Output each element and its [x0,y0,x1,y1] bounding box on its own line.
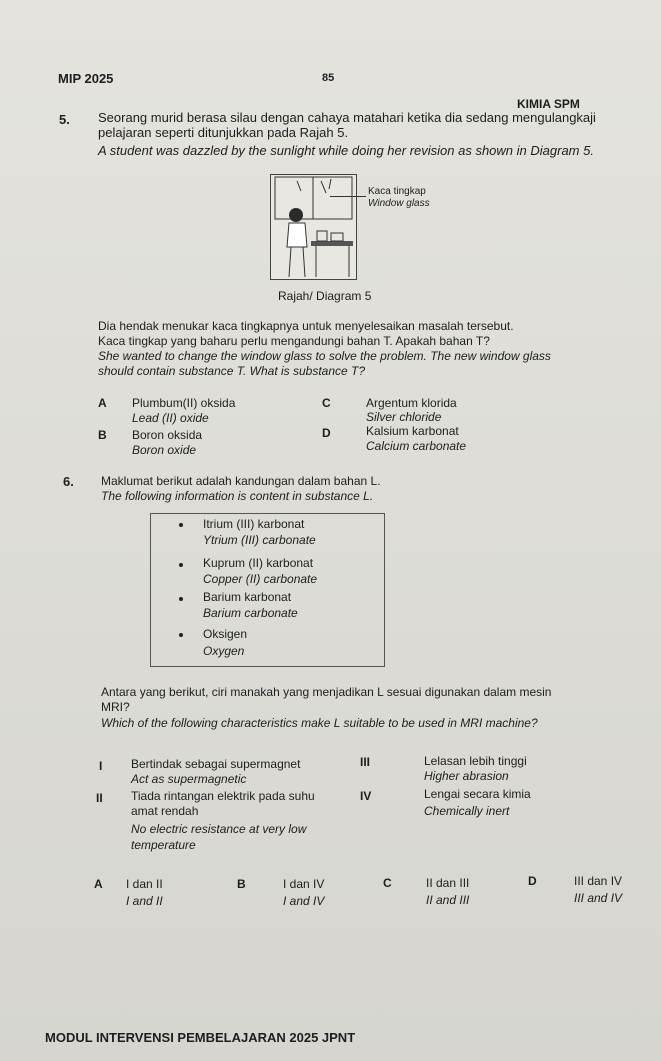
q6-answer-d-ms: III dan IV [574,874,623,888]
diagram-label-pointer [330,196,366,197]
q5-option-d-letter[interactable]: D [322,426,331,440]
q6-answer-b-ms: I dan IV [283,877,325,891]
box-item-3-ms: Barium karbonat [203,590,292,604]
header-right: KIMIA SPM [517,97,580,111]
q5-text-en: A student was dazzled by the sunlight while doing her revision as shown in Diagram 5. [98,143,594,158]
header-left: MIP 2025 [58,71,114,86]
statement-iii-ms: Lelasan lebih tinggi [424,754,527,768]
statement-iii-en: Higher abrasion [424,769,509,783]
statement-ii-ms-2: amat rendah [131,804,199,818]
q5-text-ms-2: pelajaran seperti ditunjukkan pada Rajah 5. [98,125,349,140]
q5-option-b-en: Boron oxide [132,443,197,457]
q6-answer-b-en: I and IV [283,894,325,908]
q6-answer-a-ms: I dan II [126,877,163,891]
q5-option-a-en: Lead (II) oxide [132,411,209,425]
q5-option-b-ms: Boron oksida [132,428,203,442]
statement-iii-label: III [360,755,371,769]
q5-option-d-ms: Kalsium karbonat [366,424,459,438]
bullet-3 [179,597,183,601]
bullet-1 [179,523,183,527]
statement-iv-ms: Lengai secara kimia [424,787,531,801]
q6-text-en: The following information is content in substance L. [101,489,374,503]
q5-option-d-en: Calcium carbonate [366,439,467,453]
box-item-2-ms: Kuprum (II) karbonat [203,556,314,570]
statement-i-ms: Bertindak sebagai supermagnet [131,757,301,771]
q6-answer-c-letter[interactable]: C [383,876,392,890]
page-number: 85 [322,72,335,84]
box-item-1-ms: Itrium (III) karbonat [203,517,305,531]
q5-number: 5. [59,112,70,127]
q5-text-ms-1: Seorang murid berasa silau dengan cahaya matahari ketika dia sedang mengulangkaji [98,110,596,125]
q5-option-c-en: Silver chloride [366,410,442,424]
q5-option-a-letter[interactable]: A [98,396,107,410]
diagram-label-ms: Kaca tingkap [368,186,426,197]
q6-answer-b-letter[interactable]: B [237,877,246,891]
q6-question-ms-2: MRI? [101,700,130,714]
statement-iv-label: IV [360,789,372,803]
footer-text: MODUL INTERVENSI PEMBELAJARAN 2025 JPNT [45,1030,356,1045]
bullet-4 [179,633,183,637]
q6-answer-a-letter[interactable]: A [94,877,103,891]
q6-text-ms: Maklumat berikut adalah kandungan dalam bahan L. [101,474,381,488]
q5-para-en-2: should contain substance T. What is substance T? [98,364,366,378]
statement-ii-label: II [96,791,103,805]
diagram-label-en: Window glass [368,198,430,209]
statement-iv-en: Chemically inert [424,804,510,818]
q6-question-en: Which of the following characteristics make L suitable to be used in MRI machine? [101,716,538,730]
box-item-1-en: Ytrium (III) carbonate [203,533,316,547]
statement-i-en: Act as supermagnetic [131,772,247,786]
q6-question-ms-1: Antara yang berikut, ciri manakah yang menjadikan L sesuai digunakan dalam mesin [101,685,552,699]
q5-option-c-letter[interactable]: C [322,396,331,410]
q5-para-en-1: She wanted to change the window glass to solve the problem. The new window glass [98,349,551,363]
q6-answer-d-letter[interactable]: D [528,874,537,888]
box-item-4-en: Oxygen [203,644,245,658]
statement-ii-en-1: No electric resistance at very low [131,822,307,836]
box-item-4-ms: Oksigen [203,627,248,641]
q5-para-ms-2: Kaca tingkap yang baharu perlu mengandungi bahan T. Apakah bahan T? [98,334,490,348]
q6-answer-c-en: II and III [426,893,470,907]
diagram-5-illustration [270,174,357,280]
q5-option-a-ms: Plumbum(II) oksida [132,396,236,410]
box-item-2-en: Copper (II) carbonate [203,572,318,586]
bullet-2 [179,563,183,567]
student-at-window-illustration [271,175,356,279]
statement-i-label: I [99,759,103,773]
statement-ii-ms-1: Tiada rintangan elektrik pada suhu [131,789,315,803]
q5-option-b-letter[interactable]: B [98,428,107,442]
q5-option-c-ms: Argentum klorida [366,396,457,410]
q6-answer-d-en: III and IV [574,891,623,905]
diagram-caption: Rajah/ Diagram 5 [278,289,372,303]
q5-para-ms-1: Dia hendak menukar kaca tingkapnya untuk menyelesaikan masalah tersebut. [98,319,514,333]
box-item-3-en: Barium carbonate [203,606,298,620]
q6-number: 6. [63,474,74,489]
q6-answer-c-ms: II dan III [426,876,470,890]
statement-ii-en-2: temperature [131,838,196,852]
q6-answer-a-en: I and II [126,894,163,908]
